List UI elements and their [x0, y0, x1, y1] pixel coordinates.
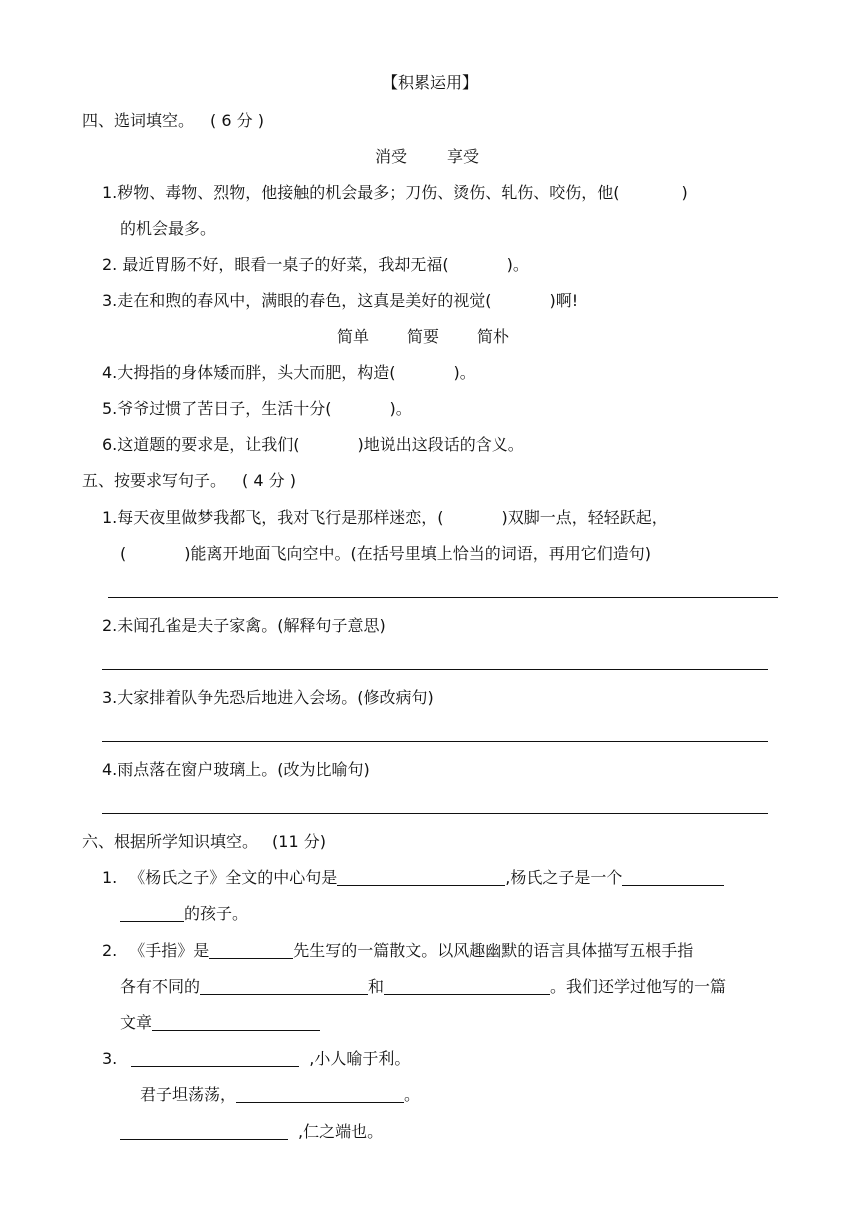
question-4-4 [102, 362, 476, 384]
section-heading-text: 六、根据所学知识填空。 [82, 832, 259, 851]
question-number: 1. [102, 868, 118, 887]
question-4-1-line1 [102, 182, 688, 204]
question-text: 6.这道题的要求是，让我们( [102, 435, 300, 454]
question-text: ,杨氏之子是一个 [505, 868, 623, 887]
section-4-heading [82, 110, 264, 132]
question-text: )。 [389, 399, 412, 418]
question-text: )地说出这段话的含义。 [357, 435, 524, 454]
word-option: 简单 [337, 327, 370, 346]
word-bank-2 [337, 326, 509, 348]
question-4-5 [102, 398, 412, 420]
question-6-3-line2 [140, 1084, 420, 1106]
question-text: 先生写的一篇散文。以风趣幽默的语言具体描写五根手指 [293, 941, 694, 960]
question-6-1-line1 [102, 867, 724, 889]
section-6-heading [82, 831, 326, 853]
question-text: ,小人喻于利。 [309, 1049, 411, 1068]
section-score: (11 分) [272, 832, 326, 851]
section-heading-text: 四、选词填空。 [82, 111, 195, 130]
question-text: 。 [404, 1085, 421, 1104]
section-score: ( 6 分 ) [210, 111, 264, 130]
question-text: 文章 [120, 1013, 153, 1032]
question-text: )啊! [549, 291, 579, 310]
question-5-4: 4.雨点落在窗户玻璃上。(改为比喻句) [102, 760, 370, 779]
question-4-1-line2: 的机会最多。 [120, 219, 217, 238]
question-text: ( [120, 544, 127, 563]
question-text: ) [681, 183, 688, 202]
question-text: ,仁之端也。 [298, 1122, 384, 1141]
question-text: )双脚一点，轻轻跃起， [501, 508, 668, 527]
answer-line[interactable] [102, 741, 768, 742]
question-text: 5.爷爷过惯了苦日子，生活十分( [102, 399, 332, 418]
fill-blank[interactable] [622, 867, 724, 886]
question-5-1-line1 [102, 507, 668, 529]
fill-blank[interactable] [131, 1048, 299, 1067]
question-6-1-line2 [120, 903, 248, 925]
question-5-3: 3.大家排着队争先恐后地进入会场。(修改病句) [102, 688, 434, 707]
fill-blank[interactable] [120, 903, 184, 922]
fill-blank[interactable] [236, 1084, 404, 1103]
word-option: 享受 [447, 147, 480, 166]
question-6-2-line1 [102, 940, 693, 962]
question-4-2 [102, 254, 529, 276]
section-heading-text: 五、按要求写句子。 [82, 471, 227, 490]
question-4-6 [102, 434, 524, 456]
question-number: 3. [102, 1049, 118, 1068]
question-6-3-line3 [120, 1121, 383, 1143]
question-text: 。我们还学过他写的一篇 [550, 977, 727, 996]
question-text: 3.走在和煦的春风中，满眼的春色，这真是美好的视觉( [102, 291, 492, 310]
question-text: 1.每天夜里做梦我都飞，我对飞行是那样迷恋，( [102, 508, 444, 527]
section-score: ( 4 分 ) [242, 471, 296, 490]
word-option: 简要 [407, 327, 440, 346]
fill-blank[interactable] [209, 940, 293, 959]
question-6-2-line3 [120, 1012, 320, 1034]
question-text: 君子坦荡荡， [140, 1085, 237, 1104]
question-4-3 [102, 290, 578, 312]
fill-blank[interactable] [337, 867, 505, 886]
word-option: 消受 [375, 147, 408, 166]
question-number: 2. [102, 941, 118, 960]
page-title: 【积累运用】 [381, 73, 478, 92]
question-text: 2. 最近胃肠不好，眼看一桌子的好菜，我却无福( [102, 255, 449, 274]
question-text: 各有不同的 [120, 977, 201, 996]
fill-blank[interactable] [152, 1012, 320, 1031]
question-text: )。 [453, 363, 476, 382]
question-6-3-line1 [102, 1048, 410, 1070]
question-text: )能离开地面飞向空中。(在括号里填上恰当的词语，再用它们造句) [184, 544, 651, 563]
word-bank-1 [375, 146, 479, 168]
question-6-2-line2 [120, 976, 726, 998]
fill-blank[interactable] [120, 1121, 288, 1140]
question-text: )。 [506, 255, 529, 274]
question-text: 《杨氏之子》全文的中心句是 [129, 868, 338, 887]
question-text: 4.大拇指的身体矮而胖，头大而肥，构造( [102, 363, 396, 382]
question-5-2: 2.未闻孔雀是夫子家禽。(解释句子意思) [102, 616, 386, 635]
question-text: 1.秽物、毒物、烈物，他接触的机会最多；刀伤、烫伤、轧伤、咬伤，他( [102, 183, 620, 202]
fill-blank[interactable] [384, 976, 550, 995]
fill-blank[interactable] [200, 976, 368, 995]
question-5-1-line2 [120, 543, 651, 565]
question-text: 和 [368, 977, 385, 996]
question-text: 《手指》是 [129, 941, 210, 960]
answer-line[interactable] [102, 813, 768, 814]
word-option: 简朴 [477, 327, 510, 346]
answer-line[interactable] [102, 669, 768, 670]
question-text: 的孩子。 [184, 904, 249, 923]
answer-line[interactable] [108, 597, 778, 598]
section-5-heading [82, 470, 296, 492]
